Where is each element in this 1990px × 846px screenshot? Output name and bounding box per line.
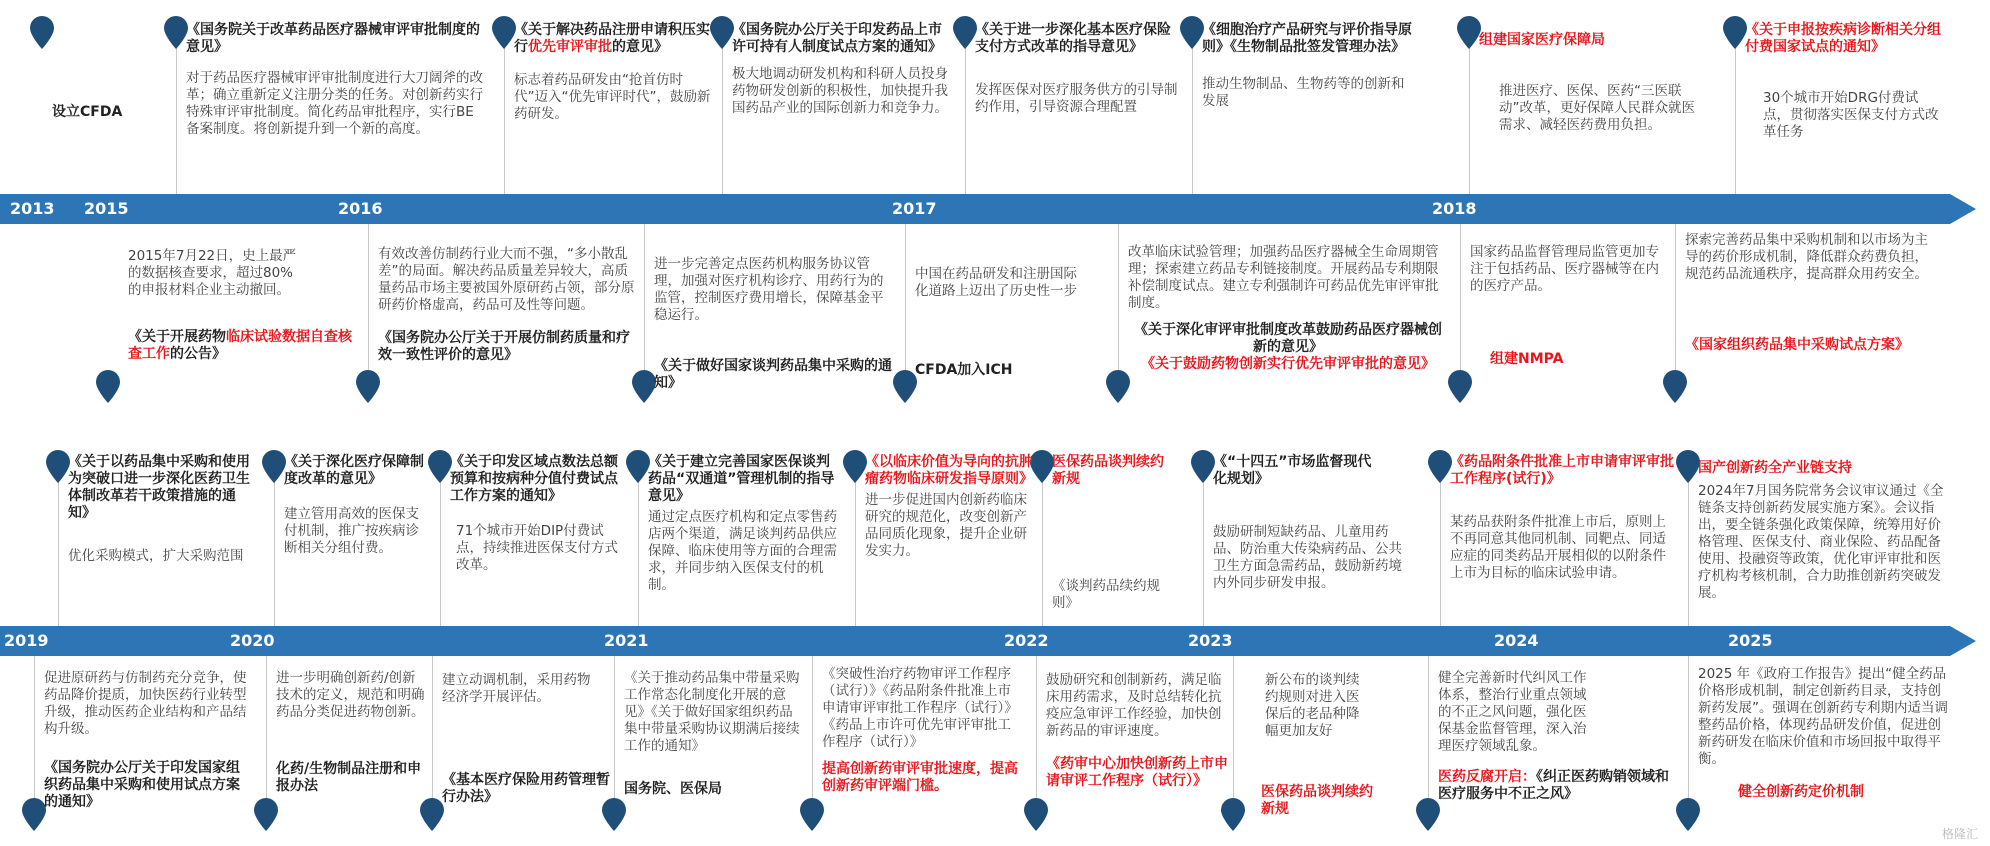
event-14th-five-year [1213, 454, 1435, 592]
map-pin-icon [356, 370, 380, 403]
event-anti-corruption [1438, 670, 1678, 803]
event-title: 《国务院办公厅关于印发药品上市许可持有人制度试点方案的通知》 [732, 22, 942, 55]
year-label: 2019 [4, 631, 49, 650]
event-renewal-new-rules [1243, 672, 1423, 818]
event-registration-rules [276, 670, 426, 795]
event-desc: 极大地调动研发机构和科研人员投身药物研发创新的积极性，加快提升我国药品产业的国际创新力和竞争力。 [732, 66, 948, 116]
event-title: 《国务院办公厅关于印发国家组织药品集中采购和使用试点方案的通知》 [44, 760, 240, 810]
event-title: 组建NMPA [1490, 351, 1564, 367]
map-pin-icon [96, 370, 120, 403]
map-pin-icon [893, 370, 917, 403]
event-desc: 改革临床试验管理；加强药品医疗器械全生命周期管理；探索建立药品专利链接制度。开展药品专利期限补偿制度试点。建立专利强制许可药品优先审评审批制度。 [1128, 244, 1439, 311]
event-nhsa [1479, 32, 1701, 134]
event-desc: 中国在药品研发和注册国际化道路上迈出了历史性一步 [915, 266, 1077, 299]
event-cfda [52, 104, 152, 121]
timeline-stem [1203, 478, 1204, 626]
event-title: 健全创新药定价机制 [1738, 784, 1864, 800]
event-basic-insurance-drug [442, 672, 612, 806]
event-title: 《关于以药品集中采购和使用为突破口进一步深化医药卫生体制改革若干政策措施的通知》 [68, 454, 250, 521]
event-desc: 新公布的谈判续约规则对进入医保后的老品种降幅更加友好 [1265, 672, 1360, 739]
map-pin-icon [428, 450, 452, 483]
event-desc: 进一步完善定点医药机构服务协议管理，加强对医疗机构诊疗、用药行为的监管，控制医疗费用增长，保障基金平稳运行。 [654, 256, 884, 323]
event-full-chain-support [1698, 460, 1948, 602]
event-title: 国务院、医保局 [624, 781, 722, 797]
event-title: 《以临床价值为导向的抗肿瘤药物临床研发指导原则》 [865, 454, 1033, 487]
event-desc: 鼓励研制短缺药品、儿童用药品、防治重大传染病药品、公共卫生方面急需药品，鼓励新药境内外同步研发申报。 [1213, 524, 1402, 591]
event-desc: 鼓励研究和创制新药，满足临床用药需求，及时总结转化抗疫应急审评工作经验，加快创新药品的审评速度。 [1046, 672, 1222, 739]
year-label: 2016 [338, 199, 383, 218]
event-title: 《基本医疗保险用药管理暂行办法》 [442, 772, 610, 805]
timeline-stem [1118, 224, 1119, 374]
map-pin-icon [1191, 450, 1215, 483]
event-desc: 某药品获附条件批准上市后，原则上不再同意其他同机制、同靶点、同适应症的同类药品开展相似的以附条件上市为目标的临床试验申请。 [1450, 514, 1666, 581]
map-pin-icon [1180, 16, 1204, 49]
event-renewal-rules [1052, 454, 1192, 612]
event-title [514, 22, 714, 56]
timeline-stem [1440, 478, 1441, 626]
event-mah-pilot [732, 22, 954, 117]
year-label: 2021 [604, 631, 649, 650]
map-pin-icon [254, 798, 278, 831]
event-nmpa [1470, 244, 1670, 368]
event-review-reform [1128, 244, 1448, 373]
event-pricing-mechanism [1698, 666, 1948, 801]
timeline-stem [440, 478, 441, 626]
map-pin-icon [1221, 798, 1245, 831]
timeline-stem [905, 224, 906, 374]
year-label: 2022 [1004, 631, 1049, 650]
event-desc: 促进原研药与仿制药充分竞争，使药品降价提质，加快医药行业转型升级，推动医药企业结构和产品结构升级。 [44, 670, 247, 737]
map-pin-icon [1457, 16, 1481, 49]
event-title-2: 《关于鼓励药物创新实行优先审评审批的意见》 [1141, 356, 1435, 372]
year-label: 2023 [1188, 631, 1233, 650]
event-desc: 推动生物制品、生物药等的创新和发展 [1202, 76, 1405, 109]
timeline-stem [855, 478, 856, 626]
map-pin-icon [22, 798, 46, 831]
event-title: 《关于深化审评审批制度改革鼓励药品医疗器械创新的意见》 [1134, 322, 1442, 355]
event-desc: 标志着药品研发由“抢首仿时代”迈入“优先审评时代”，鼓励新药研发。 [514, 72, 711, 122]
title-highlight: 优先审评审批 [528, 39, 612, 55]
timeline-stem [1675, 224, 1676, 374]
year-label: 2024 [1494, 631, 1539, 650]
event-dual-channel [648, 454, 843, 594]
event-ich [915, 266, 1115, 379]
map-pin-icon [164, 16, 188, 49]
timeline-stem [1428, 656, 1429, 806]
map-pin-icon [30, 16, 54, 49]
event-drg-pilot [1745, 22, 1945, 141]
event-vbp-normalization [624, 670, 802, 798]
event-desc: 建立动调机制，采用药物经济学开展评估。 [442, 672, 591, 705]
event-desc: 有效改善仿制药行业大而不强，“多小散乱差”的局面。解决药品质量差异较大，高质量药品市场主要被国外原研药占领，部分原研药价格虚高，药品可及性等问题。 [378, 246, 635, 313]
event-desc: 30个城市开始DRG付费试点，贯彻落实医保支付方式改革任务 [1763, 90, 1939, 140]
year-label: 2015 [84, 199, 129, 218]
event-desc: 71个城市开始DIP付费试点，持续推进医保支付方式改革。 [456, 523, 618, 573]
event-title: 《关于申报按疾病诊断相关分组付费国家试点的通知》 [1745, 22, 1941, 55]
year-label: 2017 [892, 199, 937, 218]
event-oncology-guideline [865, 454, 1037, 560]
map-pin-icon [420, 798, 444, 831]
event-title: 组建国家医疗保障局 [1479, 32, 1605, 48]
event-title [1438, 769, 1678, 803]
event-title: 《国务院办公厅关于开展仿制药质量和疗效一致性评价的意见》 [378, 330, 630, 363]
event-title: 《关于进一步深化基本医疗保险支付方式改革的指导意见》 [975, 22, 1171, 55]
timeline-stem [34, 656, 35, 806]
event-title: 设立CFDA [52, 104, 123, 120]
event-conditional-approval [1450, 454, 1686, 582]
map-pin-icon [626, 450, 650, 483]
timeline-band-1 [0, 194, 1950, 224]
event-negotiation-procurement [654, 256, 894, 392]
map-pin-icon [953, 16, 977, 49]
event-priority-review [514, 22, 714, 123]
event-desc: 健全完善新时代纠风工作体系，整治行业重点领域的不正之风问题，强化医保基金监督管理，深入治理医疗领域乱象。 [1438, 670, 1587, 754]
timeline-stem [965, 44, 966, 194]
event-title: 《“十四五”市场监督现代化规划》 [1213, 454, 1372, 487]
event-desc: 《谈判药品续约规则》 [1052, 578, 1160, 611]
title-part: 的意见》 [612, 39, 668, 55]
title-part: 《纠正医药购销领域和医疗服务中不正之风》 [1438, 769, 1669, 802]
event-title: 提高创新药审评审批速度，提高创新药审评端门槛。 [822, 761, 1018, 794]
watermark-logo: 格隆汇 [1941, 827, 1978, 841]
timeline-stem [504, 44, 505, 194]
map-pin-icon [1723, 16, 1747, 49]
event-desc: 《关于推动药品集中带量采购工作常态化制度化开展的意见》《关于做好国家组织药品集中带量采购协议期满后接续工作的通知》 [624, 670, 800, 754]
event-title: 化药/生物制品注册和申报办法 [276, 761, 422, 794]
timeline-stem [1469, 44, 1470, 194]
timeline-stem [1042, 478, 1043, 626]
event-desc: 推进医疗、医保、医药“三医联动”改革，更好保障人民群众就医需求、减轻医药费用负担。 [1499, 83, 1695, 133]
event-desc: 对于药品医疗器械审评审批制度进行大刀阔斧的改革；确立重新定义注册分类的任务。对创新药实行特殊审评审批制度。简化药品审批程序，实行BE备案制度。将创新提升到一个新的高度。 [186, 70, 483, 137]
map-pin-icon [1676, 798, 1700, 831]
event-consistency-eval [378, 246, 640, 364]
map-pin-icon [492, 16, 516, 49]
map-pin-icon [46, 450, 70, 483]
event-cde-fast-track [1046, 672, 1236, 790]
timeline-stem [722, 44, 723, 194]
event-data-audit [128, 248, 358, 363]
timeline-stem [614, 656, 615, 806]
event-2015-reform [186, 22, 486, 138]
timeline-stem [644, 224, 645, 374]
event-desc: 2025 年《政府工作报告》提出“健全药品价格形成机制，制定创新药目录，支持创新药发展”。强调在创新药专利期内适当调整药品价格，体现药品研发价值，促进创新药研发在临床价值和市场回报中取得平衡。 [1698, 666, 1948, 767]
timeline-stem [1192, 44, 1193, 194]
event-desc: 建立管用高效的医保支付机制，推广按疾病诊断相关分组付费。 [284, 506, 419, 556]
timeline-stem [1688, 656, 1689, 806]
map-pin-icon [1024, 798, 1048, 831]
year-label: 2013 [10, 199, 55, 218]
timeline-stem [266, 656, 267, 806]
year-label: 2020 [230, 631, 275, 650]
event-desc: 发挥医保对医疗服务供方的引导制约作用，引导资源合理配置 [975, 82, 1178, 115]
event-title: 医保药品谈判续约新规 [1052, 454, 1164, 487]
timeline-stem [274, 478, 275, 626]
event-title: 《药品附条件批准上市申请审评审批工作程序(试行)》 [1450, 454, 1674, 487]
timeline-stem [58, 478, 59, 626]
event-title: 国产创新药全产业链支持 [1698, 460, 1852, 476]
event-desc: 探索完善药品集中采购机制和以市场为主导的药价形成机制，降低群众药费负担，规范药品流通秩序，提高群众用药安全。 [1685, 232, 1928, 282]
event-cell-therapy [1202, 22, 1412, 110]
map-pin-icon [1448, 370, 1472, 403]
event-desc: 通过定点医疗机构和定点零售药店两个渠道，满足谈判药品供应保障、临床使用等方面的合理需求，并同步纳入医保支付的机制。 [648, 509, 837, 593]
event-title: 《关于深化医疗保障制度改革的意见》 [284, 454, 424, 487]
year-label: 2018 [1432, 199, 1477, 218]
event-desc: 进一步明确创新药/创新技术的定义，规范和明确药品分类促进药物创新。 [276, 670, 425, 720]
map-pin-icon [843, 450, 867, 483]
title-highlight: 医药反腐开启： [1438, 769, 1536, 785]
event-desc: 优化采购模式，扩大采购范围 [68, 548, 244, 564]
event-desc: 进一步促进国内创新药临床研究的规范化，改变创新产品同质化现象，提升企业研发实力。 [865, 492, 1027, 559]
timeline-stem [1688, 478, 1689, 626]
event-title: 《国家组织药品集中采购试点方案》 [1685, 337, 1909, 353]
timeline-band-2 [0, 626, 1950, 656]
event-vbp-reform [68, 454, 250, 565]
title-highlight: 临床试验数据自查核查工作 [128, 329, 352, 362]
event-dip-pilot [450, 454, 618, 574]
title-part: 的公告》 [170, 346, 226, 362]
event-title: CFDA加入ICH [915, 362, 1013, 378]
event-desc: 《突破性治疗药物审评工作程序（试行）》《药品附条件批准上市申请审评审批工作程序（试行）》《药品上市许可优先审评审批工作程序（试行）》 [822, 666, 1018, 750]
title-part: 《关于开展药物 [128, 329, 226, 345]
event-payment-reform [975, 22, 1180, 116]
timeline-stem [368, 224, 369, 374]
event-desc: 2024年7月国务院常务会议审议通过《全链条支持创新药发展实施方案》。会议指出，要全链条强化政策保障，统筹用好价格管理、医保支付、商业保险、药品配备使用、投融资等政策，优化审评审批和医疗机构考核机制，合力助推创新药突破发展。 [1698, 483, 1944, 601]
event-title: 《国务院关于改革药品医疗器械审评审批制度的意见》 [186, 22, 480, 55]
timeline-stem [812, 656, 813, 806]
timeline-stem [638, 478, 639, 626]
event-vbp-pilot [1685, 232, 1945, 354]
event-title: 《关于做好国家谈判药品集中采购的通知》 [654, 358, 892, 391]
timeline-stem [1460, 224, 1461, 374]
event-title: 《药审中心加快创新药上市申请审评工作程序（试行）》 [1046, 756, 1228, 789]
event-title: 《细胞治疗产品研究与评价指导原则》《生物制品批签发管理办法》 [1202, 22, 1412, 55]
map-pin-icon [1663, 370, 1687, 403]
timeline-stem [176, 44, 177, 194]
map-pin-icon [632, 370, 656, 403]
year-label: 2025 [1728, 631, 1773, 650]
event-title [128, 329, 358, 363]
title-part: 《关于解决药品注册申请积压实行 [514, 22, 710, 55]
event-national-vbp-pilot [44, 670, 250, 811]
event-desc: 2015年7月22日，史上最严的数据核查要求，超过80%的申报材料企业主动撤回。 [128, 248, 297, 298]
map-pin-icon [800, 798, 824, 831]
event-desc: 国家药品监督管理局监管更加专注于包括药品、医疗器械等在内的医疗产品。 [1470, 244, 1659, 294]
map-pin-icon [262, 450, 286, 483]
event-medical-security-reform [284, 454, 424, 557]
event-title: 医保药品谈判续约新规 [1261, 784, 1373, 817]
timeline-stem [1735, 44, 1736, 194]
timeline-stem [1036, 656, 1037, 806]
event-title: 《关于印发区域点数法总额预算和按病种分值付费试点工作方案的通知》 [450, 454, 618, 504]
timeline-stem [432, 656, 433, 806]
event-review-procedures [822, 666, 1022, 795]
event-title: 《关于建立完善国家医保谈判药品“双通道”管理机制的指导意见》 [648, 454, 835, 504]
